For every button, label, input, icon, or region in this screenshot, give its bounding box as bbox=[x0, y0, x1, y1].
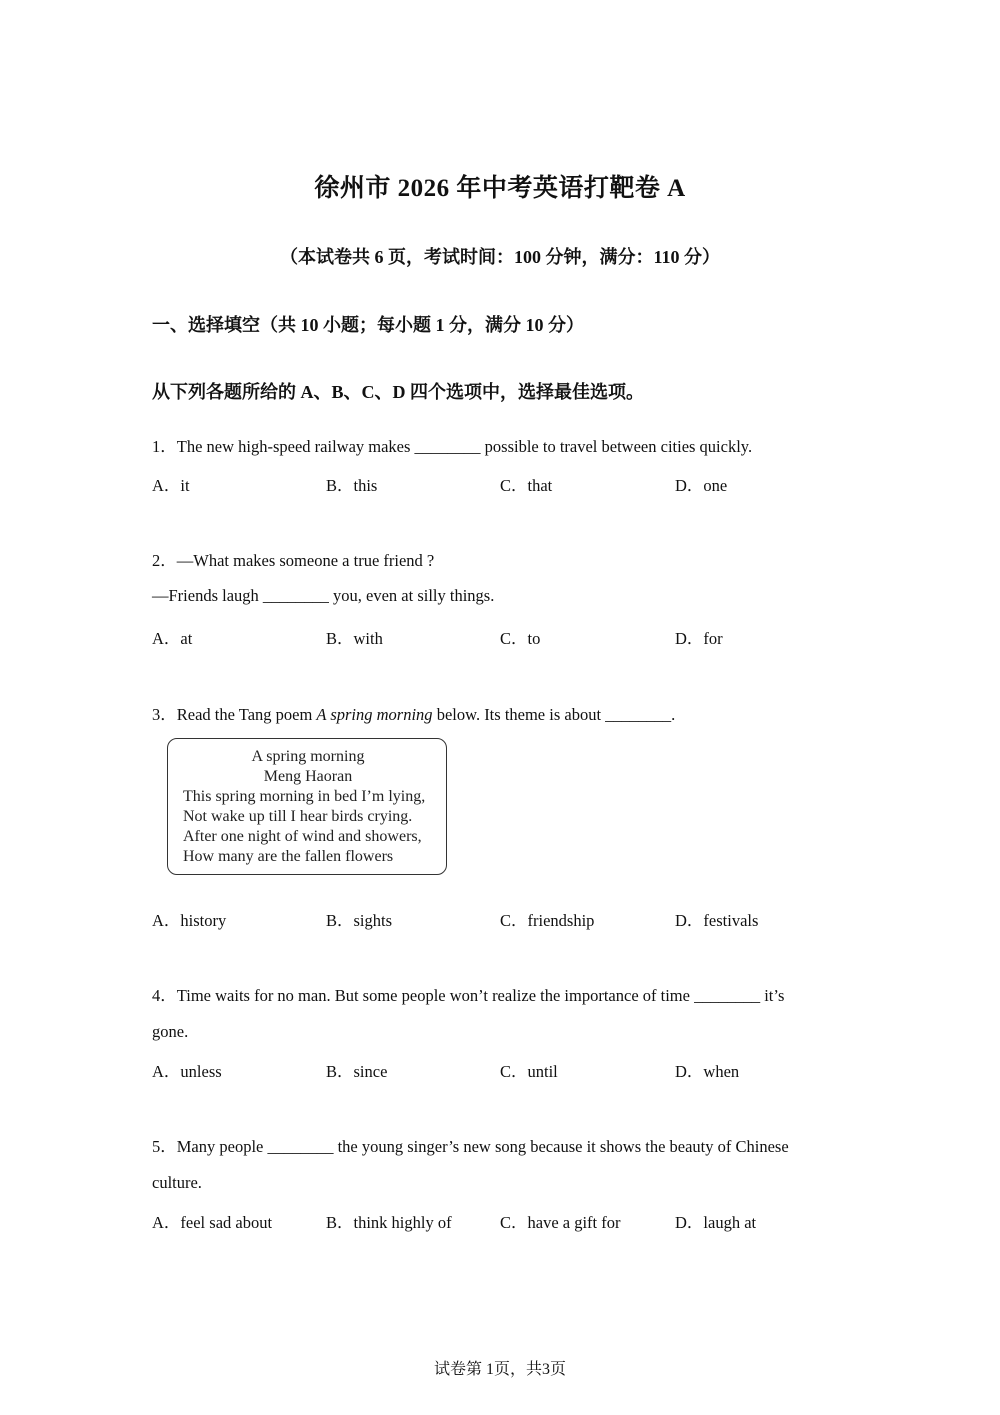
question-1-option-c: C．that bbox=[500, 476, 553, 495]
question-3-text-pre: 3．Read the Tang poem bbox=[152, 705, 317, 724]
question-2-option-c: C．to bbox=[500, 629, 541, 648]
question-4-option-d: D．when bbox=[675, 1062, 740, 1081]
question-3-option-d: D．festivals bbox=[675, 911, 759, 930]
question-2-text-line2: —Friends laugh ________ you, even at silly things. bbox=[152, 586, 495, 605]
poem-box bbox=[167, 738, 447, 875]
exam-title: 徐州市 2026 年中考英语打靶卷 A bbox=[314, 175, 686, 202]
poem-title: A spring morning bbox=[251, 748, 365, 765]
question-5-text-line2: culture. bbox=[152, 1173, 202, 1192]
question-2-text: 2．—What makes someone a true friend ? bbox=[152, 551, 435, 570]
question-1-text: 1．The new high-speed railway makes ________ possible to travel between cities quickly. bbox=[152, 437, 753, 456]
question-5-option-c: C．have a gift for bbox=[500, 1213, 621, 1232]
poem-line-2: Not wake up till I hear birds crying. bbox=[183, 808, 413, 825]
page-footer: 试卷第 1页，共3页 bbox=[433, 1361, 566, 1378]
section-instruction: 从下列各题所给的 A、B、C、D 四个选项中，选择最佳选项。 bbox=[152, 382, 645, 402]
question-4-text: 4．Time waits for no man. But some people won’t realize the importance of time ________ it’s bbox=[152, 986, 785, 1005]
question-3-poem-title-ref: A spring morning bbox=[316, 705, 433, 724]
exam-subtitle: （本试卷共 6 页，考试时间：100 分钟，满分：110 分） bbox=[279, 247, 720, 267]
section-heading: 一、选择填空（共 10 小题；每小题 1 分，满分 10 分） bbox=[152, 315, 584, 335]
question-4-option-c: C．until bbox=[500, 1062, 558, 1081]
poem-line-3: After one night of wind and showers, bbox=[183, 828, 422, 845]
poem-author: Meng Haoran bbox=[263, 768, 353, 785]
question-3-text-post: below. Its theme is about ________. bbox=[432, 705, 676, 724]
question-1-option-b: B．this bbox=[326, 476, 378, 495]
question-5-option-a: A．feel sad about bbox=[152, 1213, 273, 1232]
question-4-option-a: A．unless bbox=[152, 1062, 222, 1081]
question-2-option-a: A．at bbox=[152, 629, 193, 648]
question-3-option-b: B．sights bbox=[326, 911, 393, 930]
question-4-text-line2: gone. bbox=[152, 1022, 189, 1041]
question-1-option-d: D．one bbox=[675, 476, 728, 495]
question-3-text bbox=[152, 701, 675, 725]
question-5-option-b: B．think highly of bbox=[326, 1213, 452, 1232]
question-1-option-a: A．it bbox=[152, 476, 190, 495]
question-3-option-a: A．history bbox=[152, 911, 227, 930]
question-2-option-b: B．with bbox=[326, 629, 383, 648]
question-2-option-d: D．for bbox=[675, 629, 723, 648]
question-3-option-c: C．friendship bbox=[500, 911, 595, 930]
question-5-text: 5．Many people ________ the young singer’s new song because it shows the beauty of Chinese bbox=[152, 1137, 789, 1156]
poem-line-1: This spring morning in bed I’m lying, bbox=[183, 788, 426, 805]
question-5-option-d: D．laugh at bbox=[675, 1213, 757, 1232]
question-4-option-b: B．since bbox=[326, 1062, 388, 1081]
poem-line-4: How many are the fallen flowers bbox=[183, 848, 394, 865]
